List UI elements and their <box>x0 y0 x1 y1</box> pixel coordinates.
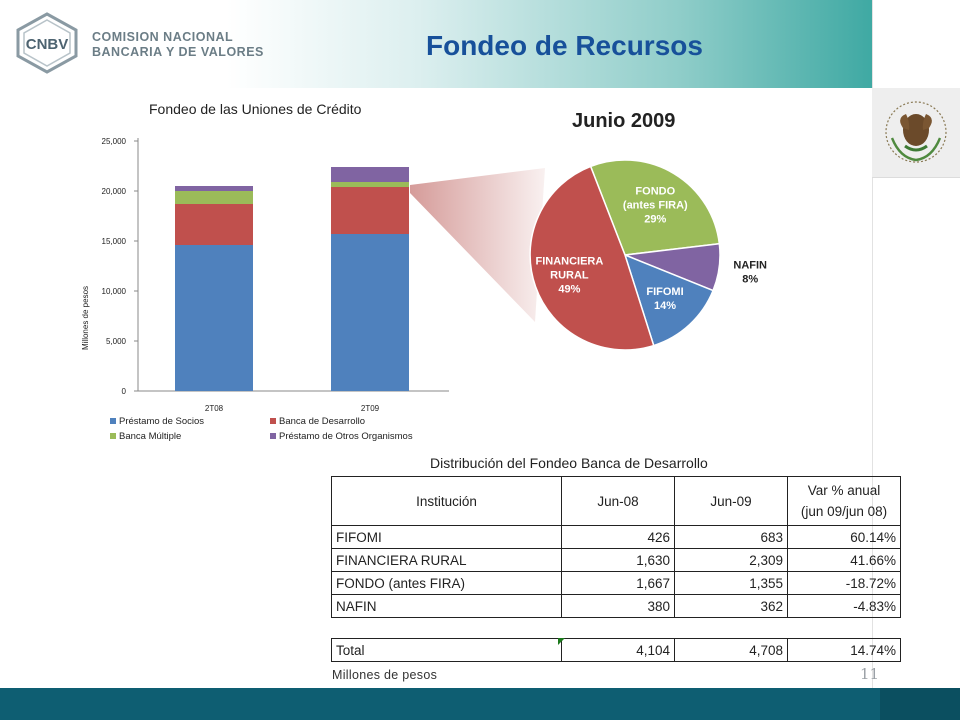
eagle-wing-icon <box>900 114 909 130</box>
total-row <box>332 639 901 662</box>
cell-institution: FIFOMI <box>332 526 562 549</box>
header-var-line2: (jun 09/jun 08) <box>800 504 888 519</box>
cell-jun09: 2,309 <box>675 549 788 572</box>
bar-segment <box>331 234 409 391</box>
pie-slice-label: NAFIN <box>733 259 768 272</box>
cell-jun08: 380 <box>562 595 675 618</box>
total-var: 14.74% <box>788 639 901 662</box>
bar-segment <box>175 186 253 191</box>
legend-label: Préstamo de Socios <box>119 416 205 427</box>
y-tick-label: 5,000 <box>105 337 126 346</box>
pie-slice-label: FINANCIERA <box>535 255 604 268</box>
x-axis-ticks <box>205 404 380 413</box>
y-tick-label: 25,000 <box>101 137 126 146</box>
pie-pct-label: 8% <box>742 273 759 286</box>
cell-var: -18.72% <box>788 572 901 595</box>
cell-jun09: 683 <box>675 526 788 549</box>
table-header-row <box>332 477 901 526</box>
cell-institution: NAFIN <box>332 595 562 618</box>
footer-band-right <box>880 688 960 720</box>
x-tick-label: 2T08 <box>204 404 224 413</box>
table-caption: Distribución del Fondeo Banca de Desarrollo <box>430 455 708 471</box>
cell-var: 60.14% <box>788 526 901 549</box>
footer-band <box>0 688 880 720</box>
cell-jun08: 1,667 <box>562 572 675 595</box>
legend-swatch <box>270 418 276 424</box>
pie-slice-label: (antes FIRA) <box>622 199 688 212</box>
bar-segment <box>175 191 253 204</box>
bar-legend <box>110 416 413 442</box>
zoom-callout <box>410 168 545 322</box>
page-title: Fondeo de Recursos <box>426 30 703 61</box>
header-var-line1: Var % anual <box>807 483 881 498</box>
org-name-line1: COMISION NACIONAL <box>92 30 234 44</box>
bar-segment <box>175 204 253 245</box>
pie-chart <box>400 100 780 360</box>
pie-title: Junio 2009 <box>572 110 676 132</box>
header-jun09: Jun-09 <box>675 477 788 526</box>
cell-institution: FINANCIERA RURAL <box>332 549 562 572</box>
y-tick-label: 20,000 <box>101 187 126 196</box>
bar-chart-title: Fondeo de las Uniones de Crédito <box>149 101 362 117</box>
legend-swatch <box>270 433 276 439</box>
legend-swatch <box>110 433 116 439</box>
cell-comment-marker <box>558 638 565 645</box>
pie-slice-label: RURAL <box>550 269 589 282</box>
cactus-icon <box>905 146 927 150</box>
legend-label: Banca de Desarrollo <box>279 416 366 427</box>
legend-swatch <box>110 418 116 424</box>
table-row <box>332 595 901 618</box>
cnbv-logo-icon <box>14 12 80 74</box>
pie-pct-label: 14% <box>653 300 677 313</box>
table-row <box>332 549 901 572</box>
mexico-coat-of-arms <box>872 88 960 178</box>
cell-jun08: 426 <box>562 526 675 549</box>
page-number: 11 <box>860 665 880 683</box>
cell-jun09: 362 <box>675 595 788 618</box>
bar-segment <box>331 182 409 187</box>
table-row <box>332 572 901 595</box>
table-row <box>332 526 901 549</box>
cell-institution: FONDO (antes FIRA) <box>332 572 562 595</box>
header-institution: Institución <box>332 477 562 526</box>
pie-slice-label: FONDO <box>635 185 676 198</box>
pie-pct-label: 49% <box>558 283 581 296</box>
y-axis-ticks <box>102 137 138 396</box>
total-jun09: 4,708 <box>675 639 788 662</box>
legend-label: Préstamo de Otros Organismos <box>279 431 413 442</box>
y-tick-label: 10,000 <box>101 287 126 296</box>
x-tick-label: 2T09 <box>360 404 380 413</box>
pie-pct-label: 29% <box>644 213 667 226</box>
y-axis-label: Millones de pesos <box>81 285 90 351</box>
funding-table <box>331 476 901 618</box>
bar-segment <box>175 245 253 391</box>
eagle-wing-icon <box>923 114 932 130</box>
bar-segment <box>331 167 409 182</box>
total-jun08: 4,104 <box>562 639 675 662</box>
cell-jun08: 1,630 <box>562 549 675 572</box>
org-name-line2: BANCARIA Y DE VALORES <box>92 45 264 59</box>
cell-var: -4.83% <box>788 595 901 618</box>
cell-jun09: 1,355 <box>675 572 788 595</box>
pie-slice-label: FIFOMI <box>646 286 684 299</box>
logo-text: CNBV <box>25 36 69 53</box>
header-jun08: Jun-08 <box>562 477 675 526</box>
cell-var: 41.66% <box>788 549 901 572</box>
header-var <box>788 477 901 526</box>
bar-marks <box>175 167 409 391</box>
y-tick-label: 15,000 <box>101 237 126 246</box>
legend-label: Banca Múltiple <box>119 431 182 442</box>
total-label: Total <box>332 639 562 662</box>
y-tick-label: 0 <box>121 387 126 396</box>
bar-segment <box>331 187 409 234</box>
total-table <box>331 638 901 662</box>
units-note: Millones de pesos <box>332 668 438 682</box>
